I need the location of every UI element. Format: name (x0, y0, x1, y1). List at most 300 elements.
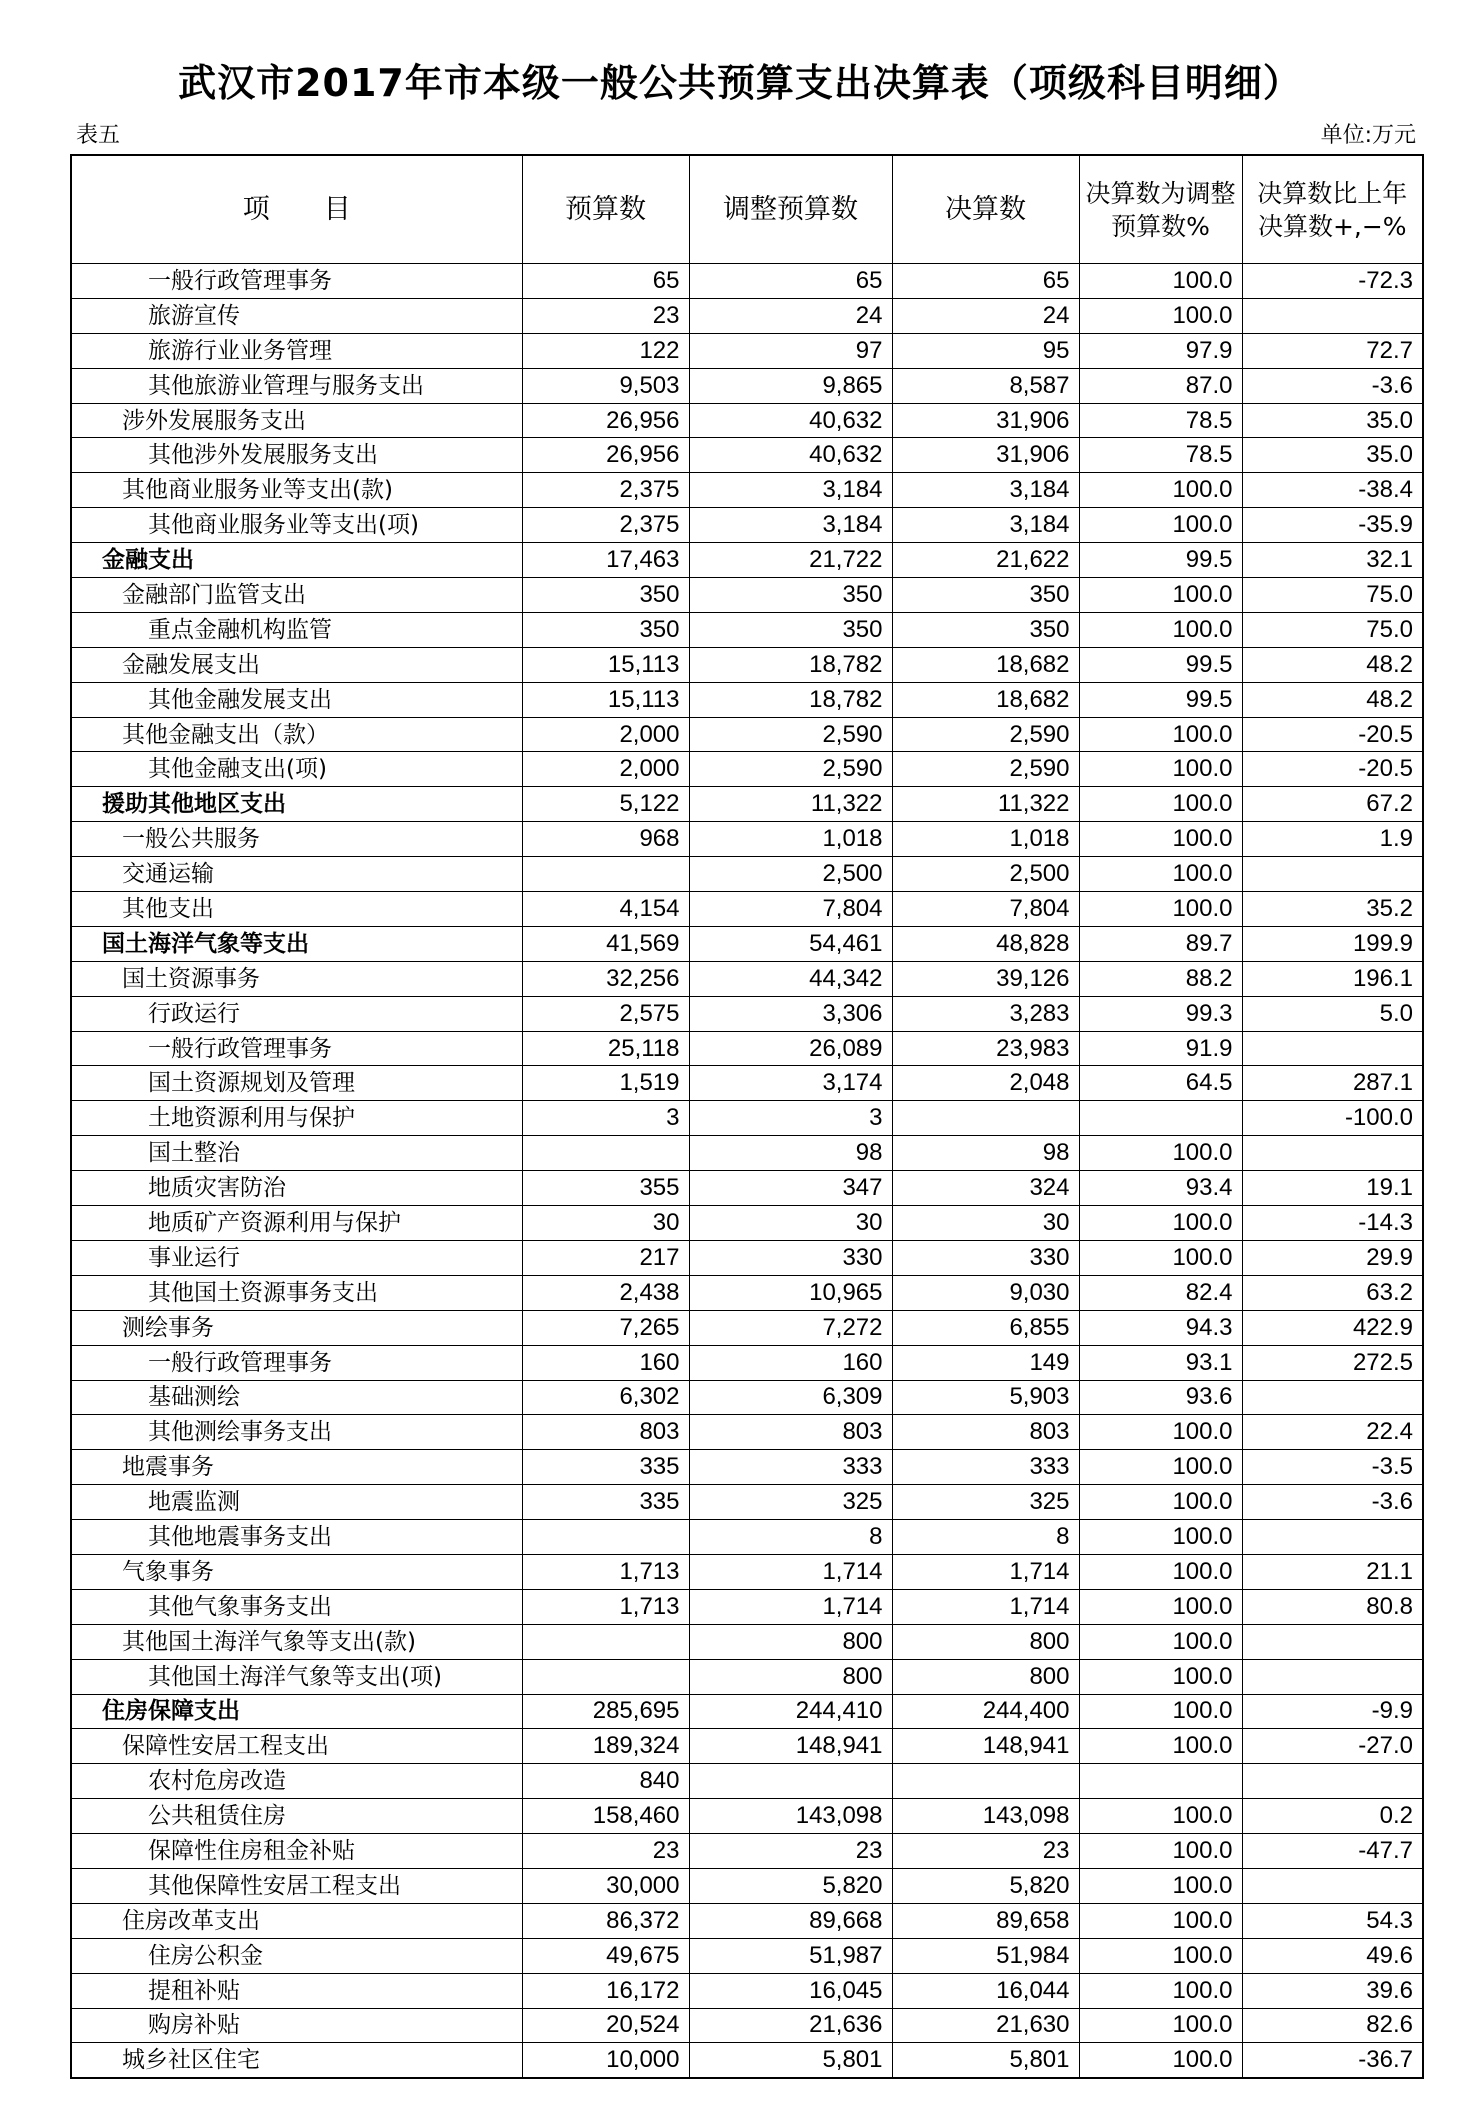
cell-item: 其他国土海洋气象等支出(项) (71, 1659, 522, 1694)
cell-item: 其他商业服务业等支出(项) (71, 508, 522, 543)
cell-item: 住房公积金 (71, 1938, 522, 1973)
cell-item: 国土资源规划及管理 (71, 1066, 522, 1101)
cell-item: 地震事务 (71, 1450, 522, 1485)
table-row (71, 1624, 1423, 1659)
table-row (71, 264, 1423, 299)
cell-ratio: 100.0 (1079, 1729, 1242, 1764)
cell-ratio: 100.0 (1079, 298, 1242, 333)
cell-item: 城乡社区住宅 (71, 2043, 522, 2078)
cell-adjusted: 347 (689, 1171, 892, 1206)
cell-adjusted (689, 1764, 892, 1799)
cell-budget: 189,324 (522, 1729, 689, 1764)
cell-budget: 6,302 (522, 1380, 689, 1415)
cell-ratio: 100.0 (1079, 1450, 1242, 1485)
cell-ratio: 93.1 (1079, 1345, 1242, 1380)
table-header-row (71, 155, 1423, 264)
cell-budget: 16,172 (522, 1973, 689, 2008)
cell-item: 行政运行 (71, 996, 522, 1031)
cell-budget: 350 (522, 612, 689, 647)
cell-item: 基础测绘 (71, 1380, 522, 1415)
cell-change (1242, 1868, 1423, 1903)
cell-change: -35.9 (1242, 508, 1423, 543)
cell-final: 803 (892, 1415, 1079, 1450)
table-row (71, 647, 1423, 682)
table-row (71, 787, 1423, 822)
table-row (71, 1415, 1423, 1450)
cell-adjusted: 44,342 (689, 961, 892, 996)
cell-item: 国土海洋气象等支出 (71, 926, 522, 961)
cell-final: 148,941 (892, 1729, 1079, 1764)
cell-final: 3,184 (892, 473, 1079, 508)
cell-item: 其他涉外发展服务支出 (71, 438, 522, 473)
cell-final: 1,714 (892, 1554, 1079, 1589)
table-row (71, 543, 1423, 578)
cell-change (1242, 1520, 1423, 1555)
cell-budget: 355 (522, 1171, 689, 1206)
cell-adjusted: 325 (689, 1485, 892, 1520)
cell-ratio: 100.0 (1079, 1799, 1242, 1834)
cell-item: 住房保障支出 (71, 1694, 522, 1729)
table-row (71, 1764, 1423, 1799)
cell-ratio: 100.0 (1079, 857, 1242, 892)
cell-final: 1,714 (892, 1589, 1079, 1624)
cell-change: 32.1 (1242, 543, 1423, 578)
cell-change: 72.7 (1242, 333, 1423, 368)
cell-change: 0.2 (1242, 1799, 1423, 1834)
cell-budget: 350 (522, 578, 689, 613)
cell-final: 21,630 (892, 2008, 1079, 2043)
table-row (71, 1589, 1423, 1624)
cell-ratio: 99.5 (1079, 543, 1242, 578)
cell-item: 金融发展支出 (71, 647, 522, 682)
cell-budget: 158,460 (522, 1799, 689, 1834)
table-row (71, 508, 1423, 543)
cell-ratio: 100.0 (1079, 787, 1242, 822)
cell-ratio: 100.0 (1079, 1240, 1242, 1275)
table-row (71, 578, 1423, 613)
table-row (71, 752, 1423, 787)
cell-adjusted: 160 (689, 1345, 892, 1380)
cell-budget: 26,956 (522, 403, 689, 438)
table-row (71, 1694, 1423, 1729)
cell-ratio: 82.4 (1079, 1275, 1242, 1310)
cell-ratio: 91.9 (1079, 1031, 1242, 1066)
cell-item: 一般公共服务 (71, 822, 522, 857)
cell-adjusted: 98 (689, 1136, 892, 1171)
cell-budget: 30 (522, 1206, 689, 1241)
table-row (71, 1031, 1423, 1066)
cell-adjusted: 333 (689, 1450, 892, 1485)
unit-label: 单位:万元 (1320, 123, 1416, 148)
table-row (71, 1345, 1423, 1380)
cell-item: 土地资源利用与保护 (71, 1101, 522, 1136)
cell-final: 39,126 (892, 961, 1079, 996)
cell-adjusted: 3,306 (689, 996, 892, 1031)
table-row (71, 1903, 1423, 1938)
cell-budget: 2,438 (522, 1275, 689, 1310)
cell-final: 2,590 (892, 752, 1079, 787)
cell-final: 89,658 (892, 1903, 1079, 1938)
cell-budget: 217 (522, 1240, 689, 1275)
table-row (71, 1136, 1423, 1171)
cell-item: 一般行政管理事务 (71, 264, 522, 299)
cell-ratio: 100.0 (1079, 1485, 1242, 1520)
cell-adjusted: 800 (689, 1659, 892, 1694)
table-row (71, 1310, 1423, 1345)
cell-ratio: 100.0 (1079, 752, 1242, 787)
cell-adjusted: 51,987 (689, 1938, 892, 1973)
cell-item: 提租补贴 (71, 1973, 522, 2008)
cell-budget (522, 1624, 689, 1659)
cell-item: 地震监测 (71, 1485, 522, 1520)
cell-final: 11,322 (892, 787, 1079, 822)
cell-adjusted: 330 (689, 1240, 892, 1275)
cell-change: -47.7 (1242, 1834, 1423, 1869)
header-budget: 预算数 (522, 155, 689, 264)
cell-final: 23,983 (892, 1031, 1079, 1066)
cell-adjusted: 148,941 (689, 1729, 892, 1764)
table-row (71, 892, 1423, 927)
cell-budget: 17,463 (522, 543, 689, 578)
cell-ratio: 100.0 (1079, 1136, 1242, 1171)
cell-final: 800 (892, 1624, 1079, 1659)
cell-budget: 23 (522, 298, 689, 333)
cell-change: 48.2 (1242, 647, 1423, 682)
cell-budget: 41,569 (522, 926, 689, 961)
cell-ratio: 100.0 (1079, 1694, 1242, 1729)
cell-budget: 49,675 (522, 1938, 689, 1973)
cell-item: 重点金融机构监管 (71, 612, 522, 647)
cell-change: 49.6 (1242, 1938, 1423, 1973)
cell-adjusted: 803 (689, 1415, 892, 1450)
cell-change: -100.0 (1242, 1101, 1423, 1136)
cell-change: 80.8 (1242, 1589, 1423, 1624)
cell-final: 8,587 (892, 368, 1079, 403)
cell-final: 8 (892, 1520, 1079, 1555)
cell-change: -3.6 (1242, 1485, 1423, 1520)
cell-budget (522, 1659, 689, 1694)
cell-change: 21.1 (1242, 1554, 1423, 1589)
cell-ratio: 100.0 (1079, 1973, 1242, 2008)
cell-ratio: 100.0 (1079, 1868, 1242, 1903)
cell-ratio: 100.0 (1079, 717, 1242, 752)
table-row (71, 1520, 1423, 1555)
cell-final: 330 (892, 1240, 1079, 1275)
cell-budget: 5,122 (522, 787, 689, 822)
table-row (71, 1171, 1423, 1206)
cell-ratio: 100.0 (1079, 1554, 1242, 1589)
cell-item: 金融部门监管支出 (71, 578, 522, 613)
table-row (71, 368, 1423, 403)
table-row (71, 996, 1423, 1031)
cell-final: 24 (892, 298, 1079, 333)
cell-ratio: 100.0 (1079, 1624, 1242, 1659)
cell-final (892, 1764, 1079, 1799)
cell-adjusted: 1,714 (689, 1589, 892, 1624)
cell-item: 其他金融发展支出 (71, 682, 522, 717)
cell-adjusted: 3,184 (689, 473, 892, 508)
cell-adjusted: 244,410 (689, 1694, 892, 1729)
cell-item: 一般行政管理事务 (71, 1031, 522, 1066)
cell-final: 2,048 (892, 1066, 1079, 1101)
cell-budget: 10,000 (522, 2043, 689, 2078)
cell-item: 交通运输 (71, 857, 522, 892)
cell-change: 39.6 (1242, 1973, 1423, 2008)
cell-ratio: 93.6 (1079, 1380, 1242, 1415)
cell-item: 其他气象事务支出 (71, 1589, 522, 1624)
cell-item: 金融支出 (71, 543, 522, 578)
table-row (71, 438, 1423, 473)
header-ratio: 决算数为调整预算数% (1079, 155, 1242, 264)
cell-ratio: 89.7 (1079, 926, 1242, 961)
cell-item: 其他测绘事务支出 (71, 1415, 522, 1450)
cell-budget: 15,113 (522, 682, 689, 717)
table-row (71, 1206, 1423, 1241)
cell-budget: 23 (522, 1834, 689, 1869)
table-row (71, 2043, 1423, 2078)
cell-budget: 26,956 (522, 438, 689, 473)
cell-budget: 2,375 (522, 473, 689, 508)
cell-adjusted: 16,045 (689, 1973, 892, 2008)
cell-item: 其他国土资源事务支出 (71, 1275, 522, 1310)
cell-item: 其他支出 (71, 892, 522, 927)
cell-final: 95 (892, 333, 1079, 368)
cell-adjusted: 21,722 (689, 543, 892, 578)
cell-change: -36.7 (1242, 2043, 1423, 2078)
cell-item: 测绘事务 (71, 1310, 522, 1345)
cell-adjusted: 40,632 (689, 438, 892, 473)
cell-adjusted: 18,782 (689, 682, 892, 717)
cell-ratio: 100.0 (1079, 822, 1242, 857)
cell-final (892, 1101, 1079, 1136)
cell-ratio: 100.0 (1079, 1903, 1242, 1938)
cell-final: 324 (892, 1171, 1079, 1206)
cell-final: 325 (892, 1485, 1079, 1520)
cell-adjusted: 23 (689, 1834, 892, 1869)
cell-ratio: 100.0 (1079, 264, 1242, 299)
cell-adjusted: 3 (689, 1101, 892, 1136)
cell-adjusted: 350 (689, 612, 892, 647)
cell-ratio: 88.2 (1079, 961, 1242, 996)
cell-item: 保障性住房租金补贴 (71, 1834, 522, 1869)
cell-adjusted: 26,089 (689, 1031, 892, 1066)
cell-ratio: 99.5 (1079, 647, 1242, 682)
cell-item: 涉外发展服务支出 (71, 403, 522, 438)
cell-change (1242, 857, 1423, 892)
table-row (71, 822, 1423, 857)
table-row (71, 1485, 1423, 1520)
cell-budget: 9,503 (522, 368, 689, 403)
header-change: 决算数比上年决算数+,−% (1242, 155, 1423, 264)
cell-change: 35.0 (1242, 438, 1423, 473)
cell-change: -27.0 (1242, 1729, 1423, 1764)
cell-ratio: 100.0 (1079, 612, 1242, 647)
cell-final: 48,828 (892, 926, 1079, 961)
cell-budget: 32,256 (522, 961, 689, 996)
cell-item: 其他金融支出（款） (71, 717, 522, 752)
cell-budget: 968 (522, 822, 689, 857)
cell-budget: 4,154 (522, 892, 689, 927)
cell-adjusted: 3,184 (689, 508, 892, 543)
table-row (71, 1066, 1423, 1101)
cell-final: 333 (892, 1450, 1079, 1485)
cell-item: 地质灾害防治 (71, 1171, 522, 1206)
cell-final: 23 (892, 1834, 1079, 1869)
header-item: 项 目 (71, 155, 522, 264)
cell-change: -3.5 (1242, 1450, 1423, 1485)
cell-ratio: 64.5 (1079, 1066, 1242, 1101)
cell-change: 196.1 (1242, 961, 1423, 996)
header-final: 决算数 (892, 155, 1079, 264)
cell-ratio: 97.9 (1079, 333, 1242, 368)
cell-change: -38.4 (1242, 473, 1423, 508)
cell-change (1242, 1380, 1423, 1415)
cell-budget: 803 (522, 1415, 689, 1450)
cell-item: 地质矿产资源利用与保护 (71, 1206, 522, 1241)
cell-adjusted: 5,801 (689, 2043, 892, 2078)
cell-ratio: 93.4 (1079, 1171, 1242, 1206)
cell-budget: 335 (522, 1485, 689, 1520)
table-row (71, 1868, 1423, 1903)
cell-change (1242, 1624, 1423, 1659)
cell-adjusted: 2,590 (689, 717, 892, 752)
cell-adjusted: 800 (689, 1624, 892, 1659)
cell-budget: 65 (522, 264, 689, 299)
cell-ratio: 78.5 (1079, 403, 1242, 438)
table-row (71, 682, 1423, 717)
cell-adjusted: 2,500 (689, 857, 892, 892)
table-row (71, 1380, 1423, 1415)
cell-final: 2,590 (892, 717, 1079, 752)
cell-adjusted: 350 (689, 578, 892, 613)
cell-final: 5,903 (892, 1380, 1079, 1415)
cell-ratio: 94.3 (1079, 1310, 1242, 1345)
table-row (71, 1659, 1423, 1694)
cell-budget: 3 (522, 1101, 689, 1136)
table-row (71, 857, 1423, 892)
table-row (71, 1240, 1423, 1275)
table-row (71, 1275, 1423, 1310)
cell-item: 国土资源事务 (71, 961, 522, 996)
cell-final: 1,018 (892, 822, 1079, 857)
cell-ratio: 100.0 (1079, 1415, 1242, 1450)
cell-change (1242, 1031, 1423, 1066)
cell-adjusted: 97 (689, 333, 892, 368)
cell-final: 6,855 (892, 1310, 1079, 1345)
cell-final: 244,400 (892, 1694, 1079, 1729)
cell-ratio: 78.5 (1079, 438, 1242, 473)
cell-item: 购房补贴 (71, 2008, 522, 2043)
cell-ratio: 100.0 (1079, 578, 1242, 613)
cell-final: 9,030 (892, 1275, 1079, 1310)
cell-final: 800 (892, 1659, 1079, 1694)
cell-adjusted: 40,632 (689, 403, 892, 438)
table-row (71, 961, 1423, 996)
cell-final: 18,682 (892, 682, 1079, 717)
cell-final: 5,801 (892, 2043, 1079, 2078)
cell-ratio: 87.0 (1079, 368, 1242, 403)
cell-final: 143,098 (892, 1799, 1079, 1834)
cell-adjusted: 21,636 (689, 2008, 892, 2043)
cell-budget: 1,713 (522, 1554, 689, 1589)
cell-ratio: 100.0 (1079, 1834, 1242, 1869)
cell-change: 19.1 (1242, 1171, 1423, 1206)
cell-ratio: 100.0 (1079, 1659, 1242, 1694)
cell-change: 75.0 (1242, 578, 1423, 613)
cell-item: 国土整治 (71, 1136, 522, 1171)
cell-ratio: 99.3 (1079, 996, 1242, 1031)
table-row (71, 298, 1423, 333)
cell-change: 22.4 (1242, 1415, 1423, 1450)
cell-budget: 2,575 (522, 996, 689, 1031)
cell-change: 422.9 (1242, 1310, 1423, 1345)
table-row (71, 1450, 1423, 1485)
cell-change: 67.2 (1242, 787, 1423, 822)
cell-adjusted: 143,098 (689, 1799, 892, 1834)
cell-item: 气象事务 (71, 1554, 522, 1589)
cell-change: -3.6 (1242, 368, 1423, 403)
cell-final: 65 (892, 264, 1079, 299)
cell-final: 7,804 (892, 892, 1079, 927)
cell-final: 31,906 (892, 403, 1079, 438)
cell-budget: 2,000 (522, 717, 689, 752)
cell-change: 48.2 (1242, 682, 1423, 717)
cell-item: 其他商业服务业等支出(款) (71, 473, 522, 508)
cell-final: 5,820 (892, 1868, 1079, 1903)
cell-final: 3,184 (892, 508, 1079, 543)
cell-item: 其他地震事务支出 (71, 1520, 522, 1555)
cell-adjusted: 65 (689, 264, 892, 299)
cell-change: 287.1 (1242, 1066, 1423, 1101)
cell-item: 援助其他地区支出 (71, 787, 522, 822)
cell-change: 35.0 (1242, 403, 1423, 438)
cell-budget: 20,524 (522, 2008, 689, 2043)
cell-final: 16,044 (892, 1973, 1079, 2008)
cell-final: 350 (892, 578, 1079, 613)
cell-budget: 840 (522, 1764, 689, 1799)
cell-change (1242, 298, 1423, 333)
cell-ratio (1079, 1764, 1242, 1799)
cell-item: 事业运行 (71, 1240, 522, 1275)
cell-ratio: 100.0 (1079, 1589, 1242, 1624)
cell-adjusted: 9,865 (689, 368, 892, 403)
table-row (71, 1973, 1423, 2008)
cell-final: 51,984 (892, 1938, 1079, 1973)
cell-change: -20.5 (1242, 752, 1423, 787)
table-body (71, 264, 1423, 2079)
cell-adjusted: 24 (689, 298, 892, 333)
cell-budget: 2,375 (522, 508, 689, 543)
cell-budget: 7,265 (522, 1310, 689, 1345)
cell-change: -20.5 (1242, 717, 1423, 752)
cell-final: 350 (892, 612, 1079, 647)
table-row (71, 1554, 1423, 1589)
cell-final: 31,906 (892, 438, 1079, 473)
cell-adjusted: 2,590 (689, 752, 892, 787)
cell-change: 75.0 (1242, 612, 1423, 647)
cell-change: -72.3 (1242, 264, 1423, 299)
cell-budget: 160 (522, 1345, 689, 1380)
cell-item: 旅游宣传 (71, 298, 522, 333)
cell-ratio: 100.0 (1079, 1520, 1242, 1555)
cell-item: 一般行政管理事务 (71, 1345, 522, 1380)
cell-budget: 30,000 (522, 1868, 689, 1903)
cell-change (1242, 1764, 1423, 1799)
cell-final: 30 (892, 1206, 1079, 1241)
cell-change: -9.9 (1242, 1694, 1423, 1729)
cell-item: 住房改革支出 (71, 1903, 522, 1938)
header-adjusted: 调整预算数 (689, 155, 892, 264)
